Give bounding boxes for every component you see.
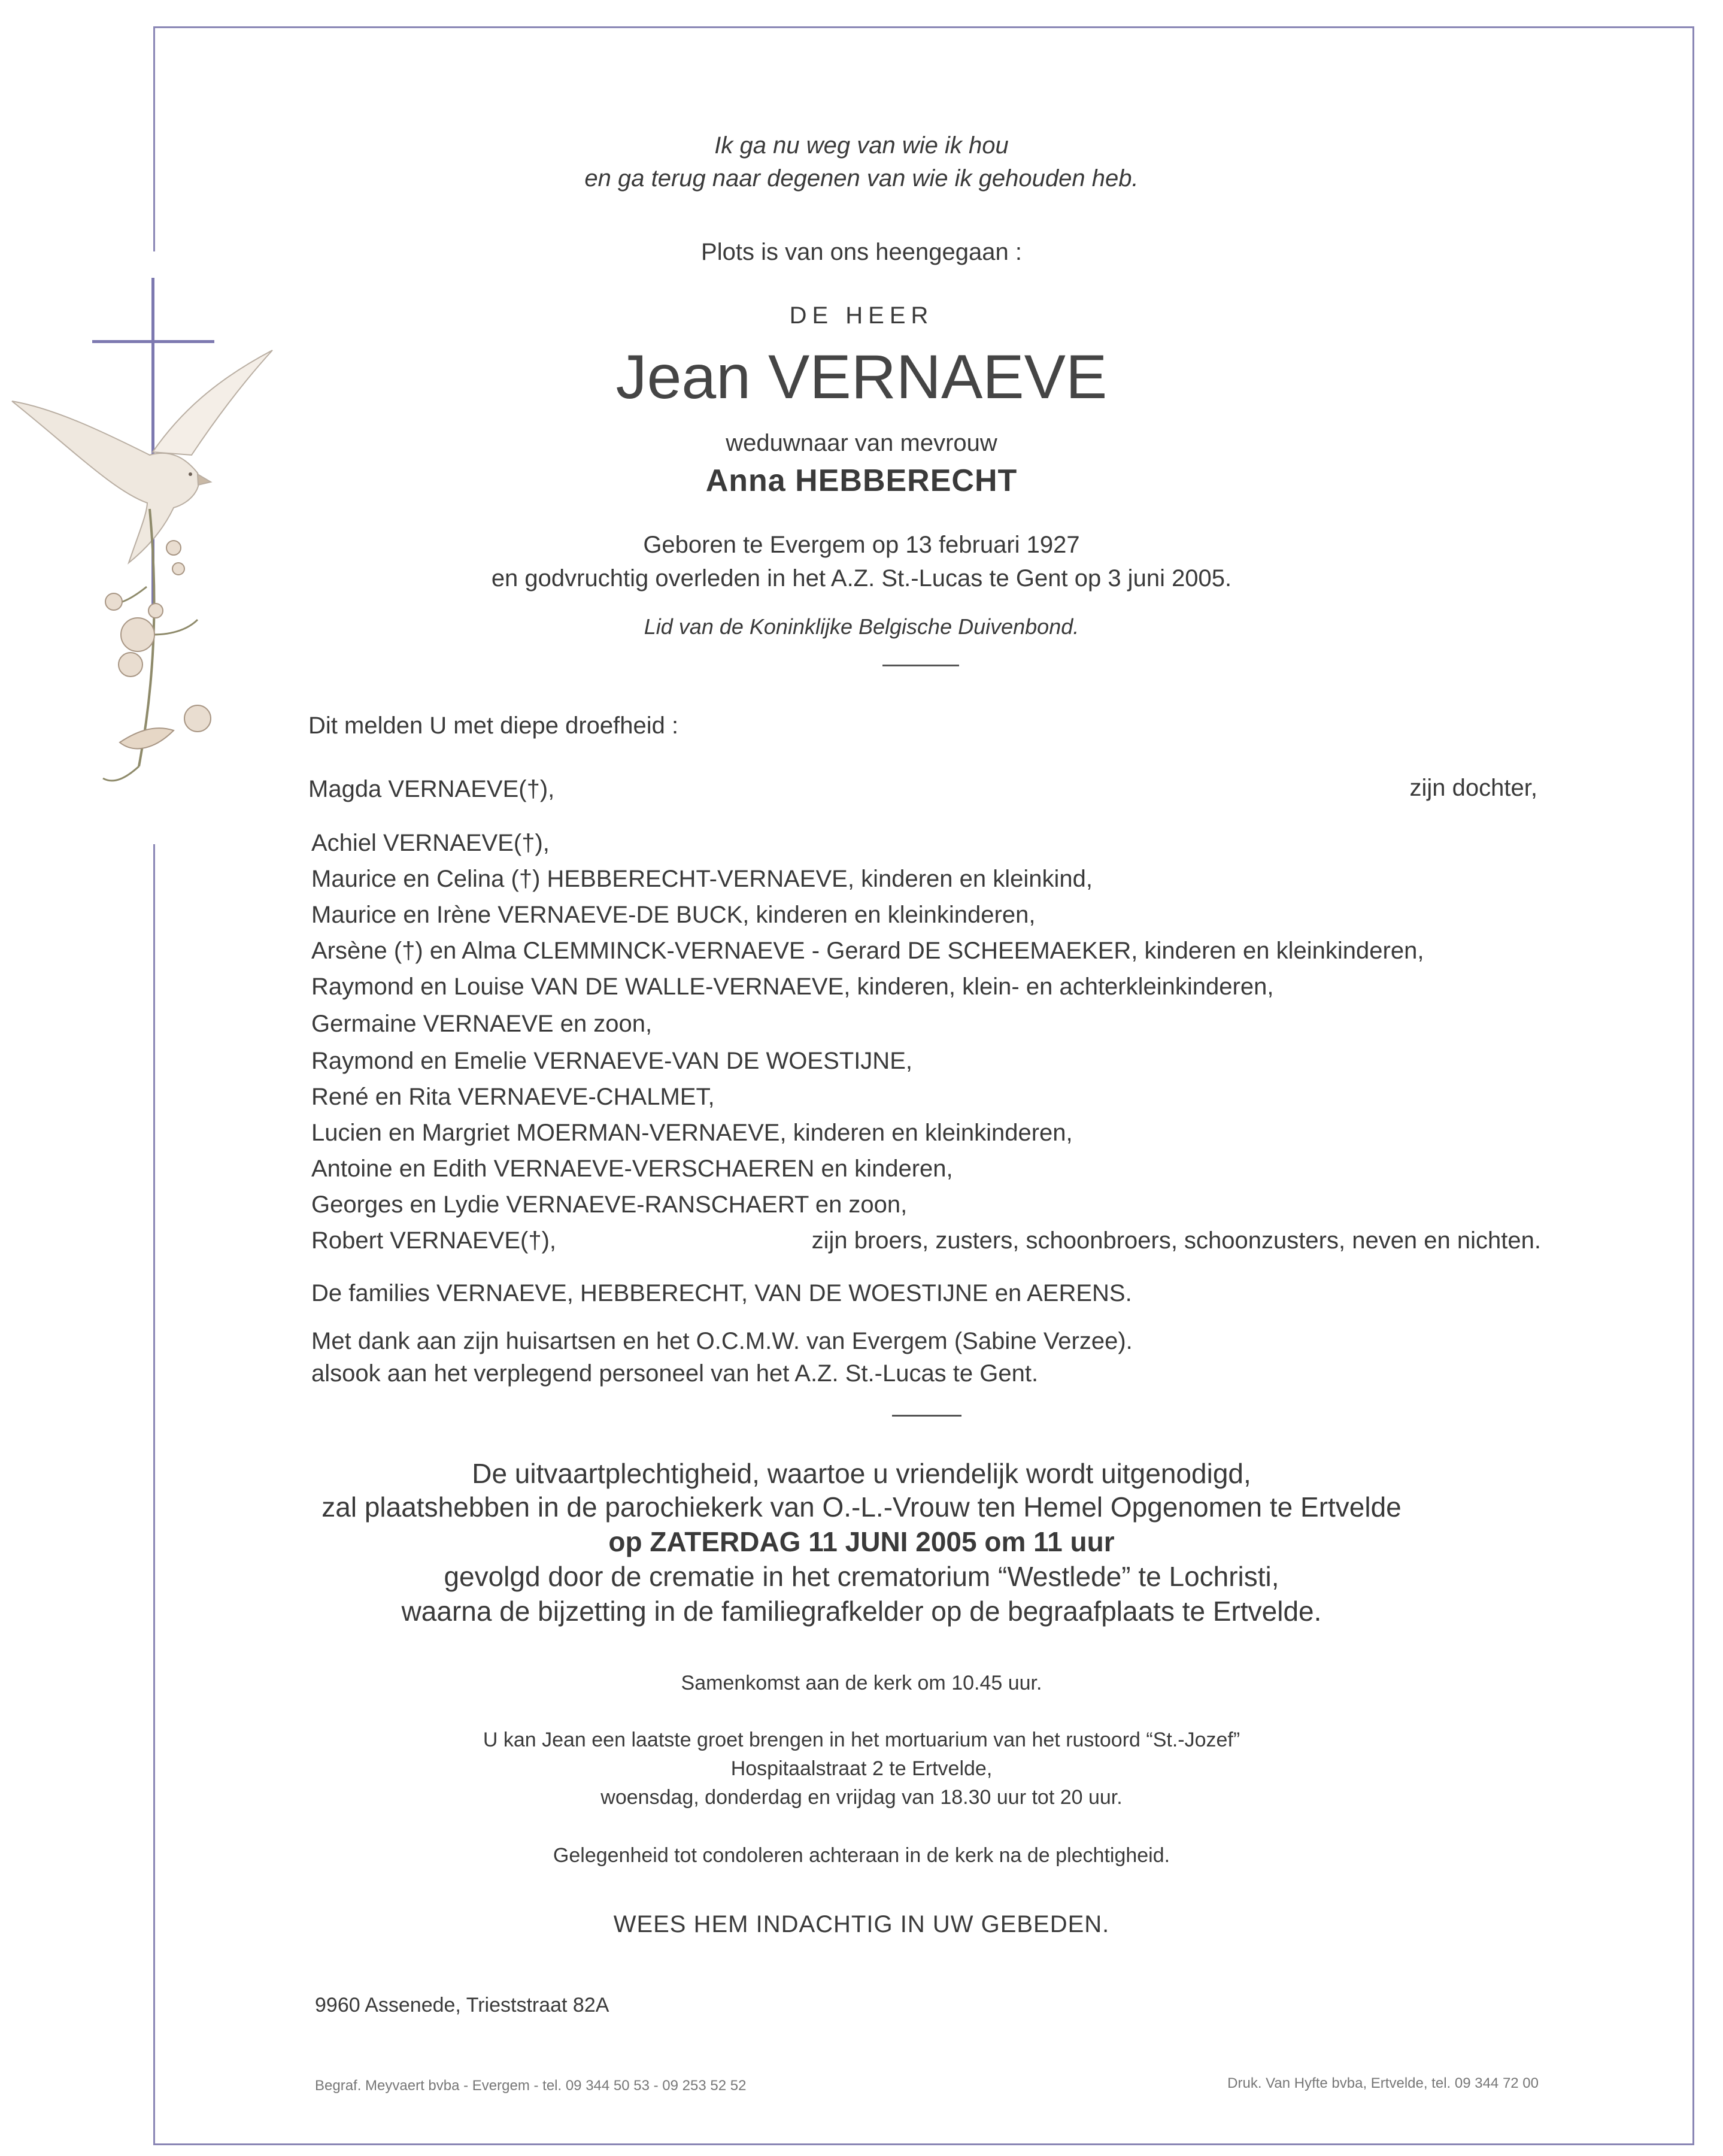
spouse-relation: weduwnaar van mevrouw bbox=[726, 430, 997, 456]
sibling-line: Raymond en Louise VAN DE WALLE-VERNAEVE, kinderen, klein- en achterkleinkinderen, bbox=[311, 974, 1274, 1000]
siblings-relation: zijn broers, zusters, schoonbroers, schoonzusters, neven en nichten. bbox=[811, 1227, 1541, 1254]
thanks-line-1: Met dank aan zijn huisartsen en het O.C.M.W. van Evergem (Sabine Verzee). bbox=[311, 1328, 1133, 1354]
sibling-line: Arsène (†) en Alma CLEMMINCK-VERNAEVE - Gerard DE SCHEEMAEKER, kinderen en kleinkinderen, bbox=[311, 938, 1424, 964]
sibling-line: Maurice en Irène VERNAEVE-DE BUCK, kinderen en kleinkinderen, bbox=[311, 902, 1036, 928]
divider-2 bbox=[892, 1415, 961, 1417]
motto-line-1: Ik ga nu weg van wie ik hou bbox=[714, 132, 1009, 159]
thanks-line-2: alsook aan het verplegend personeel van het A.Z. St.-Lucas te Gent. bbox=[311, 1360, 1039, 1387]
death-text: en godvruchtig overleden in het A.Z. St.-Lucas te Gent op 3 juni 2005. bbox=[491, 565, 1232, 592]
membership-text: Lid van de Koninklijke Belgische Duivenbond. bbox=[644, 614, 1079, 639]
divider-1 bbox=[882, 665, 959, 666]
ceremony-line-4: waarna de bijzetting in de familiegrafkelder op de begraafplaats te Ertvelde. bbox=[401, 1596, 1322, 1627]
condolences-text: Gelegenheid tot condoleren achteraan in de kerk na de plechtigheid. bbox=[553, 1844, 1170, 1867]
sibling-line: Raymond en Emelie VERNAEVE-VAN DE WOESTIJNE, bbox=[311, 1048, 912, 1074]
announcement-text: Dit melden U met diepe droefheid : bbox=[308, 712, 679, 739]
ceremony-date: op ZATERDAG 11 JUNI 2005 om 11 uur bbox=[608, 1526, 1115, 1557]
daughter-relation: zijn dochter, bbox=[1409, 775, 1537, 801]
spouse-name: Anna HEBBERECHT bbox=[705, 463, 1018, 498]
sibling-line: Maurice en Celina (†) HEBBERECHT-VERNAEVE, kinderen en kleinkind, bbox=[311, 866, 1093, 892]
sibling-line: Antoine en Edith VERNAEVE-VERSCHAEREN en kinderen, bbox=[311, 1156, 953, 1182]
sibling-line: Georges en Lydie VERNAEVE-RANSCHAERT en zoon, bbox=[311, 1191, 908, 1218]
ceremony-line-2: zal plaatshebben in de parochiekerk van O.-L.-Vrouw ten Hemel Opgenomen te Ertvelde bbox=[321, 1491, 1402, 1523]
deceased-name: Jean VERNAEVE bbox=[615, 342, 1108, 412]
closing-text: WEES HEM INDACHTIG IN UW GEBEDEN. bbox=[613, 1911, 1110, 1937]
address-text: 9960 Assenede, Trieststraat 82A bbox=[315, 1994, 609, 2016]
sibling-line: Lucien en Margriet MOERMAN-VERNAEVE, kinderen en kleinkinderen, bbox=[311, 1120, 1073, 1146]
intro-text: Plots is van ons heengegaan : bbox=[701, 239, 1022, 265]
daughter-name: Magda VERNAEVE(†), bbox=[308, 776, 555, 802]
mortuary-line-2: Hospitaalstraat 2 te Ertvelde, bbox=[730, 1757, 993, 1780]
ceremony-line-1: De uitvaartplechtigheid, waartoe u vriendelijk wordt uitgenodigd, bbox=[472, 1458, 1251, 1489]
families-text: De families VERNAEVE, HEBBERECHT, VAN DE WOESTIJNE en AERENS. bbox=[311, 1280, 1132, 1306]
honorific: DE HEER bbox=[789, 302, 934, 329]
mortuary-line-3: woensdag, donderdag en vrijdag van 18.30 uur tot 20 uur. bbox=[600, 1786, 1123, 1809]
gathering-text: Samenkomst aan de kerk om 10.45 uur. bbox=[681, 1672, 1042, 1694]
sibling-line: Robert VERNAEVE(†), bbox=[311, 1227, 557, 1254]
birth-text: Geboren te Evergem op 13 februari 1927 bbox=[643, 532, 1080, 558]
sibling-line: Achiel VERNAEVE(†), bbox=[311, 830, 550, 856]
printer-text: Druk. Van Hyfte bvba, Ertvelde, tel. 09 344 72 00 bbox=[1227, 2075, 1539, 2091]
sibling-line: René en Rita VERNAEVE-CHALMET, bbox=[311, 1084, 715, 1110]
mortuary-line-1: U kan Jean een laatste groet brengen in het mortuarium van het rustoord “St.-Jozef” bbox=[483, 1729, 1240, 1751]
undertaker-text: Begraf. Meyvaert bvba - Evergem - tel. 09 344 50 53 - 09 253 52 52 bbox=[315, 2078, 747, 2094]
ceremony-line-3: gevolgd door de crematie in het crematorium “Westlede” te Lochristi, bbox=[444, 1561, 1279, 1592]
sibling-line: Germaine VERNAEVE en zoon, bbox=[311, 1011, 653, 1037]
motto-line-2: en ga terug naar degenen van wie ik gehouden heb. bbox=[584, 165, 1139, 192]
